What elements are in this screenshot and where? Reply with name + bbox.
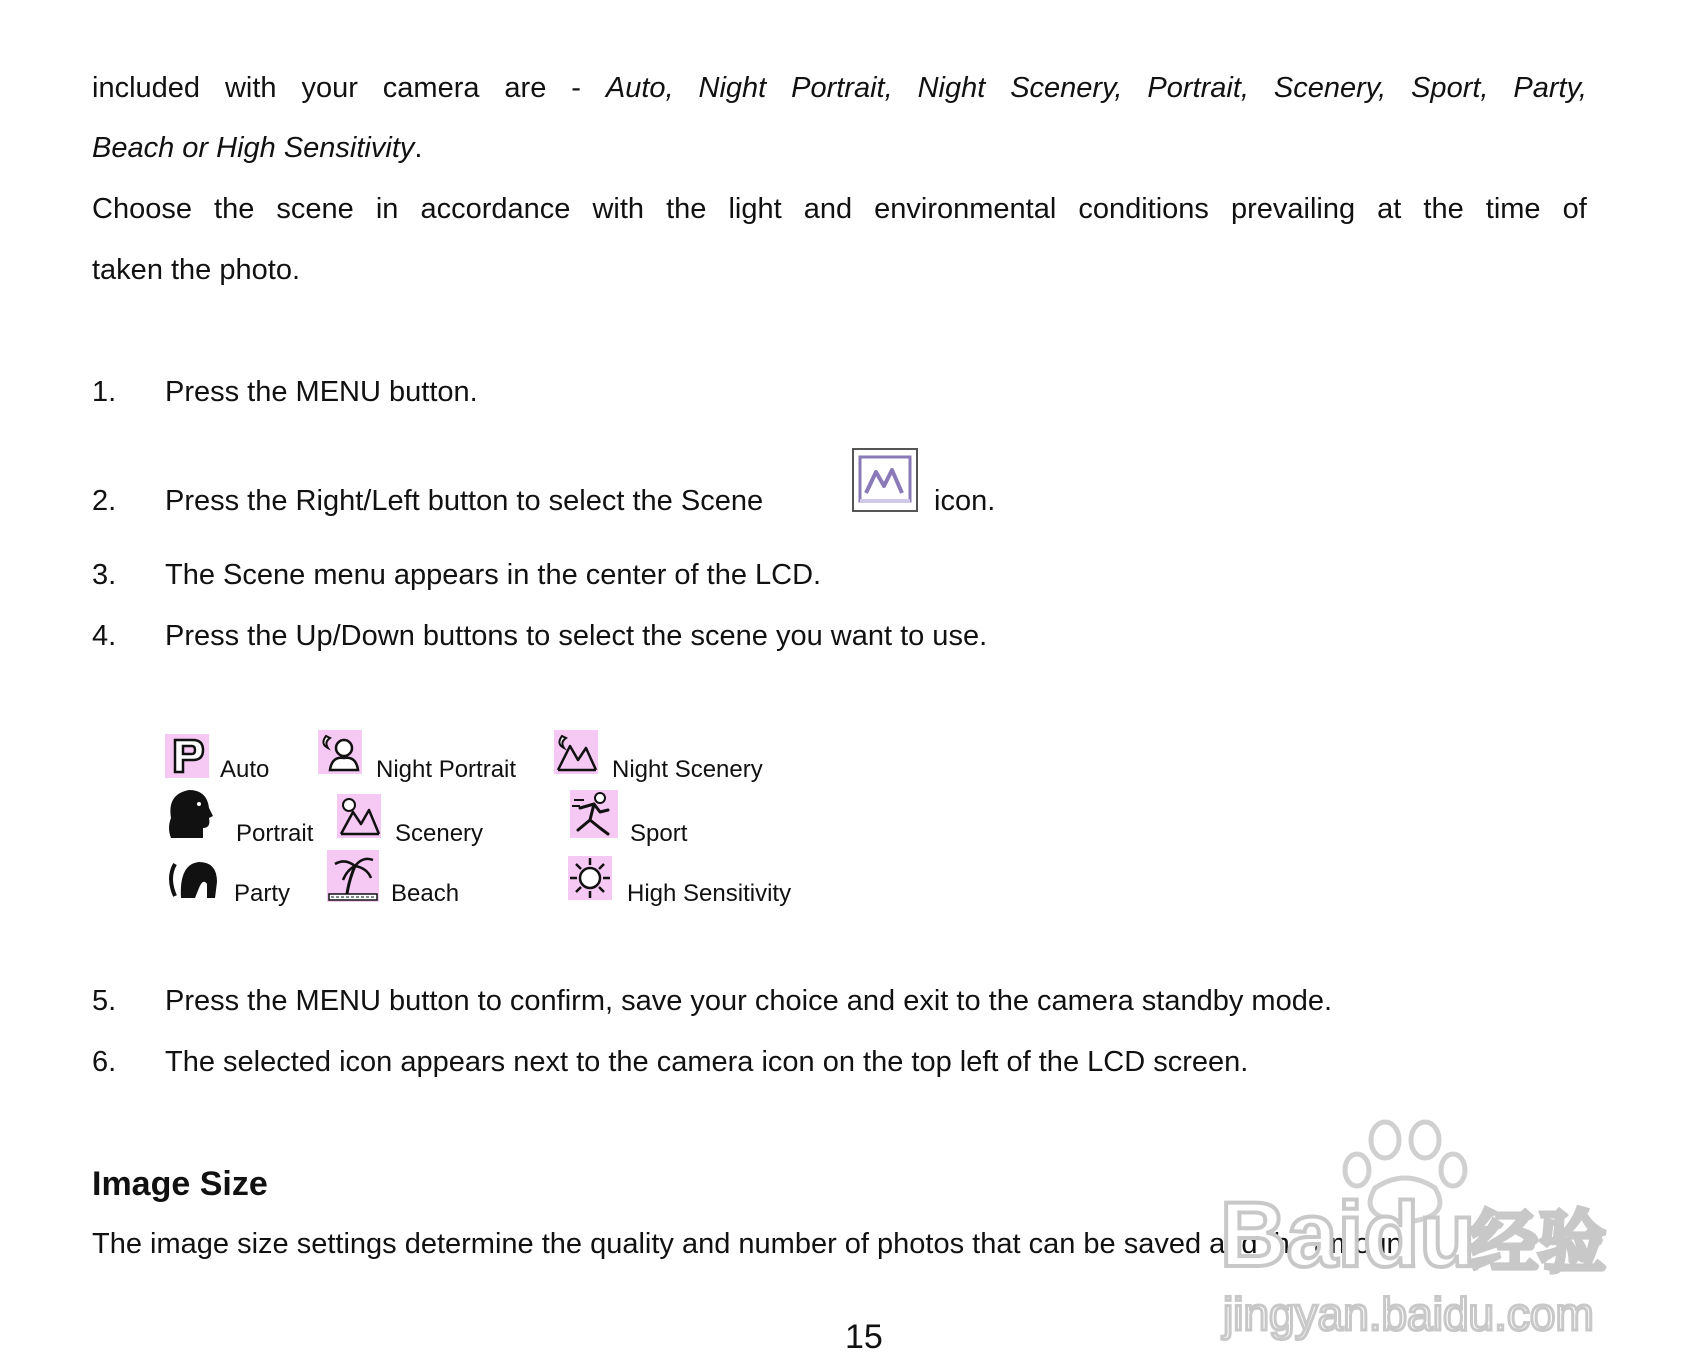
intro-para2-line-1 (92, 195, 1587, 224)
intro-word: Party, (1513, 72, 1587, 104)
high-sensitivity-icon (568, 856, 612, 900)
baidu-watermark (1215, 1118, 1627, 1358)
intro-para2-line-2: taken the photo. (92, 254, 300, 286)
para-word: the (214, 193, 255, 225)
intro-word: Sport, (1411, 72, 1489, 104)
scene-label: Portrait (236, 820, 314, 847)
para-word: Choose (92, 193, 192, 225)
para-word: and (803, 193, 853, 225)
scene-label: Night Scenery (612, 756, 763, 783)
step-text: The selected icon appears next to the camera icon on the top left of the LCD screen. (165, 1046, 1249, 1078)
scene-label: High Sensitivity (627, 880, 792, 907)
step-number: 2. (92, 485, 117, 517)
intro-word: with (224, 72, 277, 104)
scene-label: Beach (391, 880, 460, 907)
step-text: Press the Up/Down buttons to select the scene you want to use. (165, 620, 988, 652)
para-word: of (1562, 193, 1587, 225)
intro-word: your (301, 72, 358, 104)
night-scenery-icon (554, 730, 598, 774)
intro-word: Night (698, 72, 767, 104)
sport-icon (570, 790, 618, 838)
intro-word: Night (917, 72, 986, 104)
intro-word: Scenery, (1010, 72, 1123, 104)
scene-label: Party (234, 880, 291, 907)
intro-line-2 (92, 134, 422, 163)
para-word: time (1485, 193, 1541, 225)
step-text-suffix: icon. (934, 485, 996, 517)
intro-word: Scenery, (1273, 72, 1387, 104)
step-text: Press the MENU button. (165, 376, 478, 408)
para-word: accordance (420, 193, 571, 225)
intro-word: Auto, (605, 72, 674, 104)
party-icon (165, 858, 221, 902)
para-word: in (375, 193, 399, 225)
scene-label: Sport (630, 820, 688, 847)
scene-label: Auto (220, 756, 270, 783)
intro-word: are (504, 72, 547, 104)
para-word: at (1377, 193, 1402, 225)
step-number: 6. (92, 1046, 117, 1078)
para-word: scene (276, 193, 354, 225)
watermark-url: jingyan.baidu.com (1223, 1288, 1594, 1340)
step-number: 5. (92, 985, 117, 1017)
intro-word: camera (382, 72, 480, 104)
para-word: the (666, 193, 707, 225)
para-word: with (592, 193, 645, 225)
para-word: prevailing (1230, 193, 1356, 225)
step-number: 3. (92, 559, 117, 591)
auto-p-icon (165, 734, 209, 778)
scene-mode-icon (852, 448, 918, 512)
step-number: 4. (92, 620, 117, 652)
step-text: The Scene menu appears in the center of the LCD. (165, 559, 822, 591)
watermark-brand: Baidu (1220, 1184, 1476, 1286)
step-text: Press the MENU button to confirm, save your choice and exit to the camera standby mode. (165, 985, 1333, 1017)
portrait-icon (165, 788, 217, 840)
intro-word: - (571, 72, 581, 104)
para-word: light (728, 193, 782, 225)
section-body: The image size settings determine the quality and number of photos that can be saved and the amount (92, 1228, 1411, 1260)
para-word: the (1423, 193, 1464, 225)
step-text: Press the Right/Left button to select the Scene (165, 485, 764, 517)
para-word: environmental (874, 193, 1057, 225)
para-word: conditions (1078, 193, 1209, 225)
beach-icon (327, 850, 379, 902)
night-portrait-icon (318, 730, 362, 774)
watermark-cn: 经验 (1470, 1204, 1607, 1283)
intro-word: Portrait, (1147, 72, 1249, 104)
scene-label: Scenery (395, 820, 484, 847)
section-heading: Image Size (92, 1165, 268, 1203)
intro-word: Portrait, (791, 72, 893, 104)
scene-label: Night Portrait (376, 756, 517, 783)
intro-line-1 (92, 74, 1587, 103)
scenery-icon (337, 794, 381, 838)
intro-italic-2: Beach or High Sensitivity (92, 132, 415, 164)
step-number: 1. (92, 376, 117, 408)
intro-period: . (414, 132, 423, 164)
page-number: 15 (845, 1318, 883, 1356)
intro-word: included (92, 72, 201, 104)
